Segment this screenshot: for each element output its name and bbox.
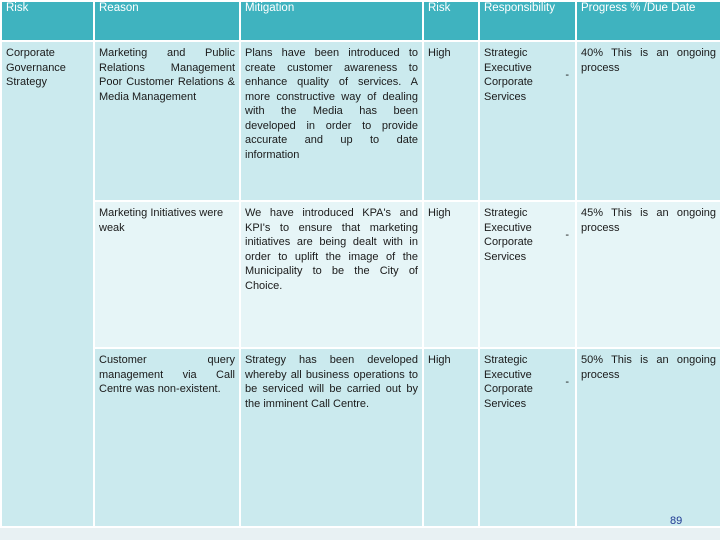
reason-cell: Marketing Initiatives were weak xyxy=(94,201,240,348)
table-row xyxy=(1,348,720,527)
risk-category: Corporate Governance Strategy xyxy=(6,47,66,88)
page-number: 89 xyxy=(670,515,683,527)
header-row xyxy=(1,1,720,41)
mitigation-cell: Plans have been introduced to create customer awareness to enhance quality of services. A more constructive way of dealing with the Media has been developed in order to provide accurate and up to date information xyxy=(240,41,423,201)
separator-dash: - xyxy=(565,375,569,388)
reason-cell: Customer query management via Call Centre was non-existent. xyxy=(94,348,240,527)
header-responsibility: Responsibility xyxy=(479,1,576,41)
header-risk-level: Risk xyxy=(423,1,479,41)
header-risk: Risk xyxy=(1,1,94,41)
header-reason: Reason xyxy=(94,1,240,41)
header-progress: Progress % /Due Date xyxy=(576,1,720,41)
risk-level-cell: High xyxy=(423,348,479,527)
responsibility-cell xyxy=(479,201,576,348)
progress-cell: 50% This is an ongoing process xyxy=(576,348,720,527)
mitigation-cell: We have introduced KPA's and KPI's to ensure that marketing initiatives are being dealt with in order to uplift the image of the Municipality to be the City of Choice. xyxy=(240,201,423,348)
responsibility-text: Strategic Executive Corporate Services xyxy=(484,47,533,103)
responsibility-cell xyxy=(479,348,576,527)
separator-dash: - xyxy=(565,68,569,81)
footer-strip xyxy=(0,528,720,540)
table-row xyxy=(1,41,720,201)
separator-dash: - xyxy=(565,228,569,241)
reason-cell: Marketing and Public Relations Management Poor Customer Relations & Media Management xyxy=(94,41,240,201)
table-row xyxy=(1,201,720,348)
responsibility-text: Strategic Executive Corporate Services xyxy=(484,207,533,263)
mitigation-cell: Strategy has been developed whereby all business operations to be serviced will be carried out by the imminent Call Centre. xyxy=(240,348,423,527)
progress-cell: 45% This is an ongoing process xyxy=(576,201,720,348)
risk-level-cell: High xyxy=(423,41,479,201)
risk-level-cell: High xyxy=(423,201,479,348)
header-mitigation: Mitigation xyxy=(240,1,423,41)
risk-category-cell xyxy=(1,41,94,527)
responsibility-text: Strategic Executive Corporate Services xyxy=(484,354,533,410)
progress-cell: 40% This is an ongoing process xyxy=(576,41,720,201)
responsibility-cell xyxy=(479,41,576,201)
